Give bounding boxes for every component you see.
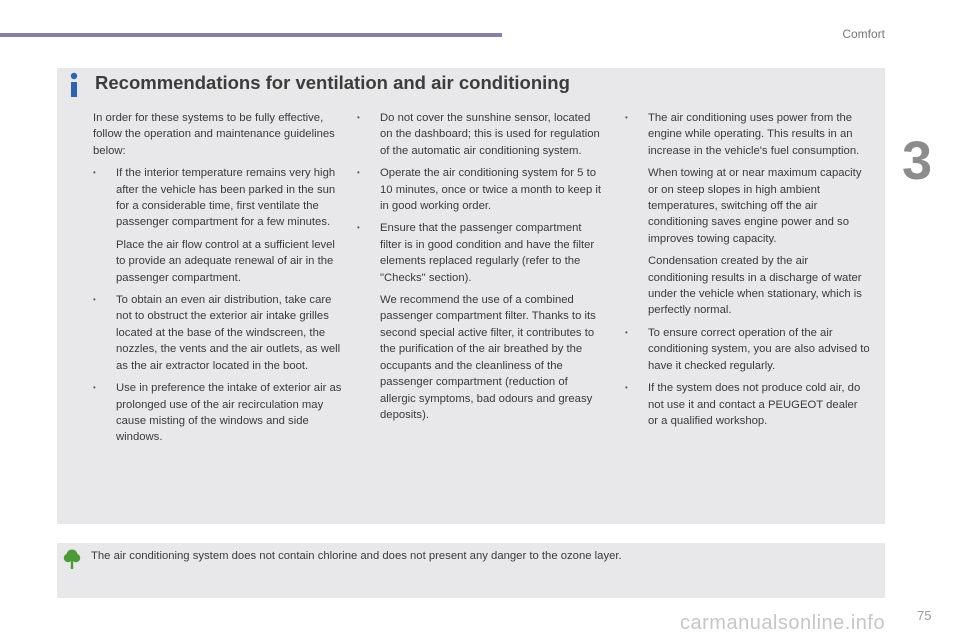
column-2 [357,110,602,429]
bullet-item [357,220,602,286]
bullet-icon: • [625,383,628,393]
bullet-item [357,110,602,159]
column-3 [625,110,870,435]
bullet-text: If the system does not produce cold air, do not use it and contact a PEUGEOT dealer or a qualified workshop. [648,382,861,427]
sub-paragraph: We recommend the use of a combined passenger compartment filter. Thanks to its second special active filter, it contributes to the purification of the air breathed by the occupants and the cleanliness of the passenger compartment (reduction of allergic symptoms, bad odours and greasy deposits). [380,294,596,421]
bullet-icon: • [357,168,360,178]
info-icon [64,72,84,98]
column-1 [93,110,343,452]
bullet-text: Use in preference the intake of exterior air as prolonged use of the air recirculation may cause misting of the windows and side windows. [116,382,342,444]
bullet-text: Do not cover the sunshine sensor, located on the dashboard; this is used for regulation of the automatic air conditioning system. [380,112,600,157]
section-color-bar [0,33,502,37]
chapter-number: 3 [902,131,933,191]
section-name: Comfort [842,27,885,41]
bullet-icon: • [93,168,96,178]
bullet-icon: • [93,383,96,393]
bullet-item [357,165,602,214]
sub-paragraph: When towing at or near maximum capacity or on steep slopes in high ambient temperatures, switching off the air conditioning saves engine power and so improves towing capacity. [648,167,862,245]
bullet-text: If the interior temperature remains very high after the vehicle has been parked in the sun for a considerable time, first ventilate the passenger compartment for a few minutes. [116,167,336,229]
bullet-text: Ensure that the passenger compartment filter is in good condition and have the filter elements replaced regularly (refer to the "Checks" section). [380,222,595,284]
bullet-item [625,110,870,159]
bullet-text: To ensure correct operation of the air conditioning system, you are also advised to have it checked regularly. [648,326,870,372]
bullet-text: To obtain an even air distribution, take care not to obstruct the exterior air intake grilles located at the base of the windscreen, the nozzles, the vents and the air outlets, as well as the air extractor located in the boot. [116,294,341,372]
bullet-icon: • [357,223,360,233]
bullet-item [625,380,870,429]
sub-paragraph: Condensation created by the air conditioning results in a discharge of water under the vehicle when stationary, which is perfectly normal. [648,255,862,317]
page-title: Recommendations for ventilation and air conditioning [95,72,570,93]
sub-paragraph: Place the air flow control at a sufficient level to provide an adequate renewal of air in the passenger compartment. [116,238,335,284]
bullet-icon: • [357,113,360,122]
eco-note-text: The air conditioning system does not contain chlorine and does not present any danger to the ozone layer. [91,550,622,562]
bullet-item [625,325,870,374]
bullet-item [93,292,343,374]
eco-tree-icon [63,548,81,570]
bullet-text: Operate the air conditioning system for 5 to 10 minutes, once or twice a month to keep it in good working order. [380,167,602,213]
bullet-item [93,165,343,231]
bullet-icon: • [93,295,96,305]
bullet-icon: • [625,327,628,337]
watermark: carmanualsonline.info [680,612,886,634]
bullet-text: The air conditioning uses power from the engine while operating. This results in an increase in the vehicle's fuel consumption. [648,112,860,157]
intro-paragraph: In order for these systems to be fully effective, follow the operation and maintenance guidelines below: [93,112,335,157]
bullet-icon: • [625,113,628,122]
bullet-item [93,380,343,446]
page-number: 75 [917,608,932,623]
